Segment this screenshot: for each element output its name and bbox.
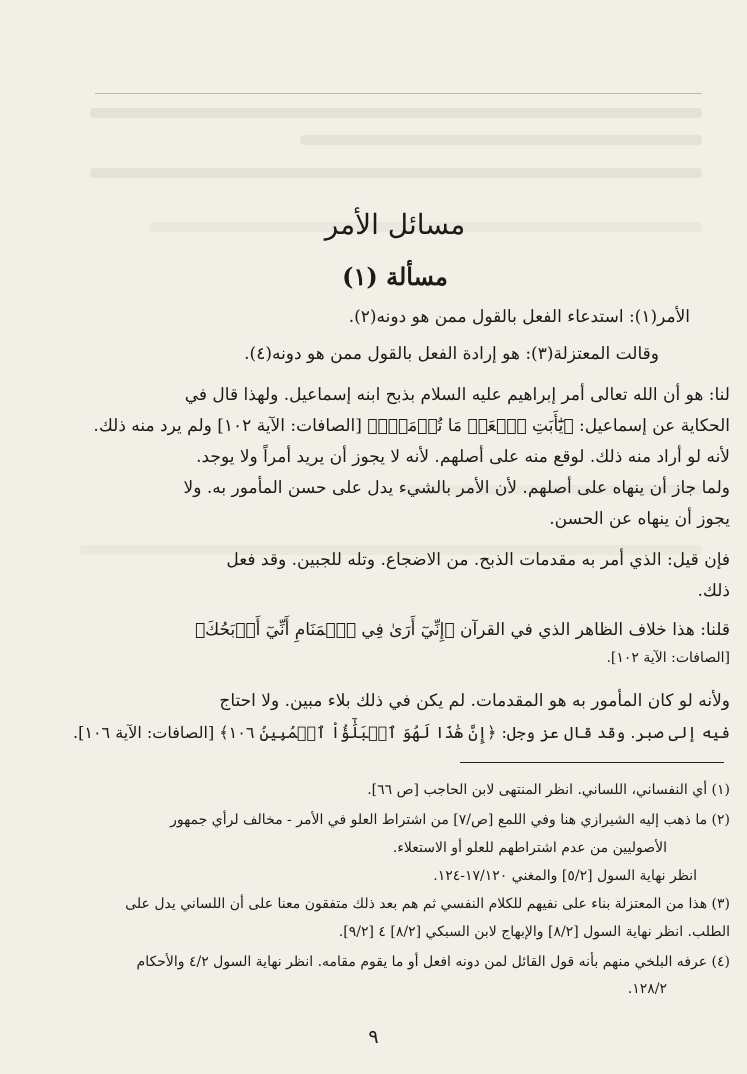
footnote-rule (460, 762, 724, 763)
chapter-title: مسائل الأمر (324, 208, 466, 241)
footnote: (١) أي النفساني، اللساني. انظر المنتهى لابن الحاجب [ص ٦٦]. (367, 782, 730, 798)
argument-line: يجوز أن ينهاه عن الحسن. (549, 509, 730, 529)
argument-line: الحكاية عن إسماعيل: ﴿يَٰٓأَبَتِ ٱفۡعَلۡ مَا تُؤۡمَرُۖ﴾ [الصافات: الآية ١٠٢] ولم يرد منه ذلك. (93, 416, 730, 436)
page-number: ٩ (368, 1026, 379, 1048)
definition-line: وقالت المعتزلة(٣): هو إرادة الفعل بالقول ممن هو دونه(٤). (244, 344, 659, 364)
footnote: ١٢٨/٢. (627, 981, 667, 997)
argument-line: ولما جاز أن ينهاه على أصلهم. لأن الأمر بالشيء يدل على حسن المأمور به. ولا (183, 478, 730, 498)
reply-line: ولأنه لو كان المأمور به هو المقدمات. لم يكن في ذلك بلاء مبين. ولا احتاج (219, 691, 730, 711)
footnote: الأصوليين من عدم اشتراطهم للعلو أو الاستعلاء. (392, 840, 667, 856)
reply-line: قلنا: هذا خلاف الظاهر الذي في القرآن ﴿إِنِّيٓ أَرَىٰ فِي ٱلۡمَنَامِ أَنِّيٓ أَذۡبَحُكَ﴾ (194, 620, 730, 640)
argument-line: لأنه لو أراد منه ذلك. لوقع منه على أصلهم. لأنه لا يجوز أن يريد أمراً ولا يوجد. (196, 447, 730, 467)
definition-line: الأمر(١): استدعاء الفعل بالقول ممن هو دونه(٢). (348, 307, 690, 327)
argument-line: لنا: هو أن الله تعالى أمر إبراهيم عليه السلام بذبح ابنه إسماعيل. ولهذا قال في (184, 385, 730, 405)
footnote: (٢) ما ذهب إليه الشيرازي هنا وفي اللمع [ص/٧] من اشتراط العلو في الأمر - مخالف لرأي جمهور (170, 812, 730, 828)
footnote: (٣) هذا من المعتزلة بناء على نفيهم للكلام النفسي ثم هم بعد ذلك متفقون معنا على أن اللساني يدل على (125, 896, 730, 912)
reply-line: [الصافات: الآية ١٠٢]. (606, 650, 730, 666)
footnote: الطلب. انظر نهاية السول [٨/٢] والإبهاج لابن السبكي [٨/٢] ٤ [٩/٢]. (338, 924, 730, 940)
objection-line: فإن قيل: الذي أمر به مقدمات الذبح. من الاضجاع. وتله للجبين. وقد فعل (226, 550, 730, 570)
issue-title: مسألة (١) (342, 262, 448, 291)
show-through (90, 108, 702, 118)
reply-line: فيه إلى صبر. وقد قال عز وجل: ﴿إِنَّ هَٰذَا لَهُوَ ٱلۡبَلَٰٓؤُاْ ٱلۡمُبِينُ ١٠٦﴾ [الصافات: الآية ١٠٦]. (73, 723, 730, 742)
footnote: (٤) عرفه البلخي منهم بأنه قول القائل لمن دونه افعل أو ما يقوم مقامه. انظر نهاية السول ٤/٢ والأحكام (136, 954, 730, 970)
show-through (90, 168, 702, 178)
running-head-rule (95, 93, 702, 94)
objection-line: ذلك. (697, 581, 730, 601)
footnote: انظر نهاية السول [٥/٢] والمغني ١٧/١٢٠-١٢٤. (433, 868, 697, 884)
show-through (300, 135, 702, 145)
